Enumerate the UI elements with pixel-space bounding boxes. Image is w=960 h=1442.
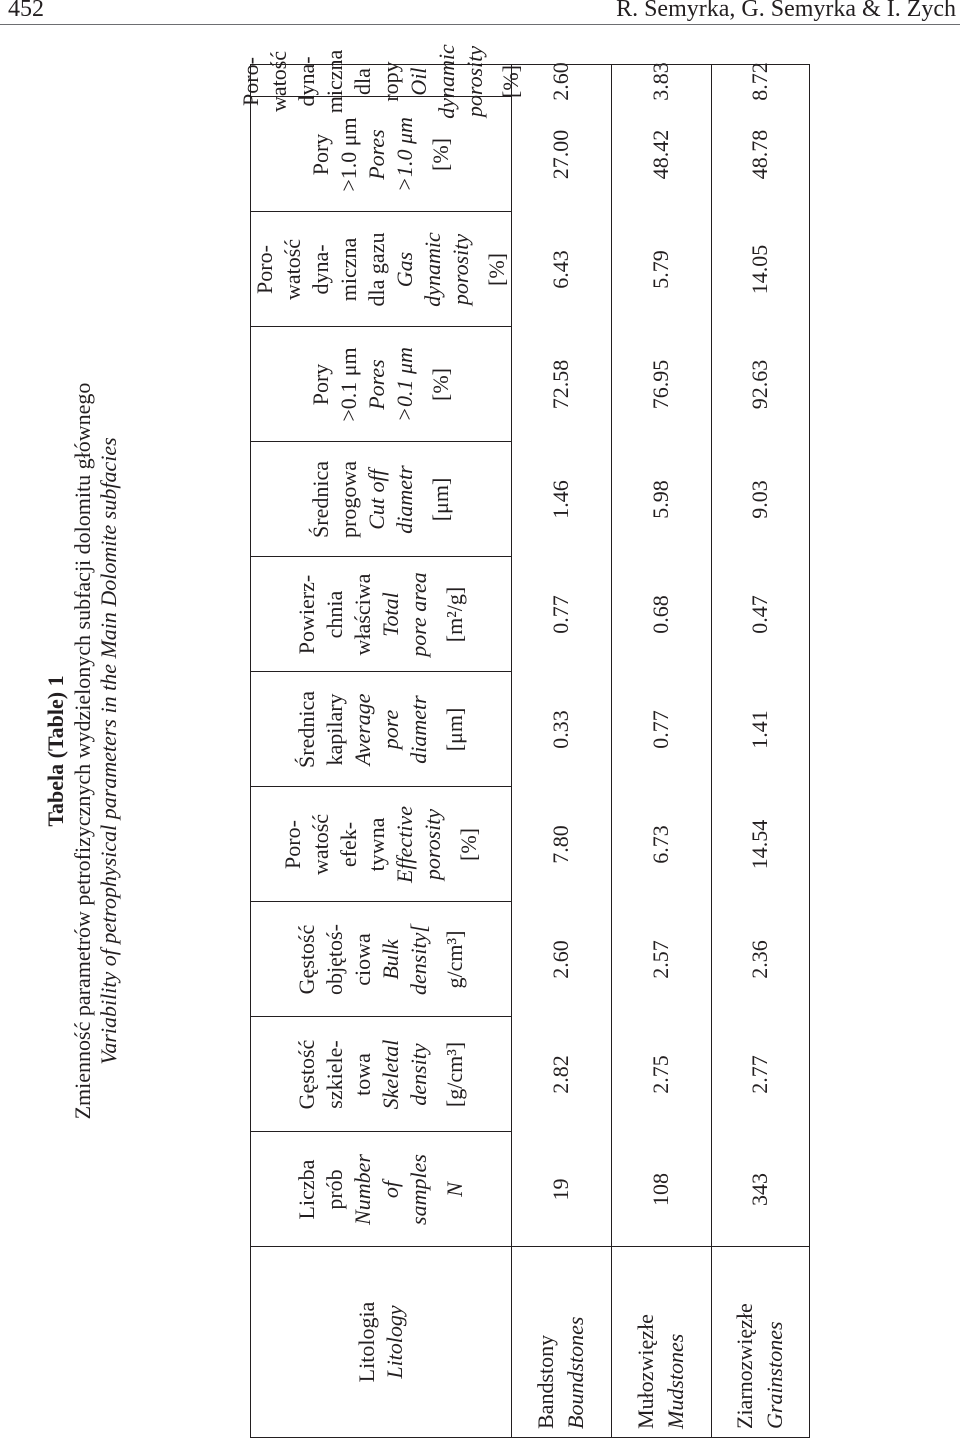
table-cell: 92.63	[746, 359, 772, 410]
header-english-line: Litology	[382, 1305, 407, 1379]
header-english-line: >0.1 μm	[392, 347, 417, 422]
header-cell	[251, 557, 511, 672]
header-polish-line: watość	[266, 50, 291, 113]
table-cell: 2.75	[648, 1055, 673, 1094]
header-polish-line: Poro-	[238, 57, 263, 106]
header-english-line: diametr	[392, 465, 417, 534]
header-polish-line: Pory	[308, 133, 333, 176]
header-unit: N	[442, 1182, 467, 1197]
table-cell: 2.60	[548, 62, 573, 101]
header-english-line: diametr	[406, 695, 431, 764]
header-polish-line: >0.1 μm	[336, 347, 361, 422]
header-cell	[251, 672, 511, 787]
header-unit: [%]	[456, 828, 481, 861]
table-cell: 48.78	[746, 129, 772, 180]
header-english-line: >1.0 μm	[392, 117, 417, 192]
header-unit: g/cm³]	[442, 930, 467, 989]
header-english-line: Skeletal	[378, 1039, 403, 1110]
header-polish-line: Poro-	[280, 820, 305, 869]
table-title: Tabela (Table) 1	[43, 675, 68, 827]
header-unit: [%]	[498, 65, 523, 98]
row-label	[611, 1314, 711, 1429]
rotated-table-block	[40, 44, 930, 1441]
header-english-line: Gas	[392, 251, 417, 288]
table-cell: 0.33	[548, 710, 573, 749]
header-unit: [m²/g]	[442, 586, 467, 643]
header-cell	[251, 787, 511, 902]
table-cell: 0.47	[746, 595, 772, 634]
row-label-polish: Ziarnozwięzłe	[731, 1303, 757, 1429]
table-caption-polish: Zmienność parametrów petrofizycznych wydzielonych subfacji dolomitu głównego	[70, 382, 95, 1120]
header-english-line: Total	[378, 592, 403, 637]
header-polish-line: towa	[350, 1053, 375, 1096]
table-cell: 0.77	[648, 710, 673, 749]
header-english-line: Cut off	[364, 469, 389, 530]
header-polish-line: Gęstość	[294, 924, 319, 995]
header-polish-line: miczna	[322, 49, 347, 114]
header-polish-line: dyna-	[294, 56, 319, 107]
header-english-line: porosity	[462, 45, 487, 118]
header-cell	[251, 1132, 511, 1247]
table-cell: 9.03	[746, 480, 772, 519]
table-cell: 8.72	[746, 62, 772, 101]
header-english-line: porosity	[448, 233, 473, 306]
row-label-english: Boundstones	[563, 1316, 588, 1429]
header-unit: [%]	[484, 253, 509, 286]
table-cell: 19	[548, 1178, 573, 1201]
header-polish-line: ciowa	[350, 933, 375, 986]
header-polish-line: Litologia	[354, 1301, 379, 1383]
running-head-authors: R. Semyrka, G. Semyrka & I. Zych	[616, 0, 956, 22]
header-polish-line: prób	[322, 1169, 347, 1210]
petrophysical-table	[238, 44, 810, 1438]
row-label-english: Grainstones	[761, 1321, 787, 1429]
header-english-line: Oil	[406, 67, 431, 96]
header-polish-line: tywna	[364, 817, 389, 872]
table-caption	[40, 61, 122, 1441]
header-unit: [%]	[428, 368, 453, 401]
table-cell: 0.68	[648, 595, 673, 634]
header-polish-line: Poro-	[252, 245, 277, 294]
header-cell	[251, 1017, 511, 1132]
header-english-line: dynamic	[420, 232, 445, 307]
table-cell: 72.58	[548, 359, 573, 410]
header-polish-line: chnia	[322, 590, 347, 639]
table-cell: 76.95	[648, 359, 673, 410]
table-cell: 7.80	[548, 825, 573, 864]
header-cell	[251, 327, 511, 442]
header-polish-line: progowa	[336, 461, 361, 538]
table-cell: 5.79	[648, 250, 673, 289]
header-unit: [μm]	[442, 707, 467, 752]
header-unit: [g/cm³]	[442, 1041, 467, 1108]
header-cell	[251, 1247, 511, 1437]
table-cell: 1.46	[548, 480, 573, 519]
header-polish-line: Powierz-	[294, 574, 319, 655]
header-english-line: dynamic	[434, 44, 459, 119]
running-head	[0, 0, 960, 25]
table-cell: 2.60	[548, 940, 573, 979]
header-polish-line: objętoś-	[322, 924, 347, 995]
table-cell: 5.98	[648, 480, 673, 519]
table-cell: 2.57	[648, 940, 673, 979]
table-cell: 108	[648, 1173, 673, 1206]
header-polish-line: watość	[308, 813, 333, 876]
row-label-polish: Mułozwięzłe	[633, 1314, 658, 1429]
header-polish-line: efek-	[336, 821, 361, 868]
header-polish-line: właściwa	[350, 573, 375, 656]
row-label-polish: Bandstony	[533, 1334, 558, 1429]
header-english-line: pore area	[406, 572, 431, 657]
header-cell	[251, 212, 511, 327]
header-polish-line: szkiele-	[322, 1040, 347, 1109]
row-label	[711, 1303, 808, 1429]
table-cell: 2.82	[548, 1055, 573, 1094]
table-cell: 1.41	[746, 710, 772, 749]
header-english-line: pore	[378, 709, 403, 750]
table-cell: 6.73	[648, 825, 673, 864]
table-cell: 6.43	[548, 250, 573, 289]
page-number: 452	[8, 0, 44, 22]
header-polish-line: dla ropy	[350, 61, 403, 102]
header-english-line: density	[406, 1043, 431, 1106]
header-polish-line: Gęstość	[294, 1039, 319, 1110]
header-english-line: Effective	[392, 806, 417, 883]
header-cell	[251, 442, 511, 557]
header-english-line: of	[378, 1180, 403, 1199]
header-english-line: Average	[350, 693, 375, 766]
header-unit: [μm]	[428, 477, 453, 522]
table-cell: 2.36	[746, 940, 772, 979]
table-cell: 343	[746, 1173, 772, 1206]
table-cell: 0.77	[548, 595, 573, 634]
header-polish-line: dyna-	[308, 244, 333, 295]
row-label-english: Mudstones	[663, 1333, 688, 1429]
header-polish-line: dla gazu	[364, 232, 389, 307]
table-cell: 27.00	[548, 129, 573, 180]
header-polish-line: >1.0 μm	[336, 117, 361, 192]
header-english-line: Bulk	[378, 939, 403, 980]
header-english-line: porosity	[420, 808, 445, 881]
header-english-line: Pores	[364, 359, 389, 410]
header-polish-line: Średnica	[294, 691, 319, 768]
table-cell: 3.83	[648, 62, 673, 101]
header-cell	[251, 902, 511, 1017]
header-english-line: Pores	[364, 129, 389, 180]
table-cell: 14.05	[746, 244, 772, 295]
table-cell: 2.77	[746, 1055, 772, 1094]
header-polish-line: kapilary	[322, 693, 347, 766]
table-cell: 14.54	[746, 819, 772, 870]
header-english-line: density[	[406, 924, 431, 995]
header-cell	[238, 44, 523, 119]
table-caption-english: Variability of petrophysical parameters in the Main Dolomite subfacies	[96, 437, 121, 1065]
header-polish-line: Pory	[308, 363, 333, 406]
header-english-line: Number	[350, 1154, 375, 1225]
header-polish-line: watość	[280, 238, 305, 301]
header-polish-line: Średnica	[308, 461, 333, 538]
header-polish-line: Liczba	[294, 1159, 319, 1220]
row-label	[511, 1317, 611, 1429]
table-cell: 48.42	[648, 129, 673, 180]
header-unit: [%]	[428, 138, 453, 171]
header-english-line: samples	[406, 1154, 431, 1225]
header-polish-line: miczna	[336, 237, 361, 302]
